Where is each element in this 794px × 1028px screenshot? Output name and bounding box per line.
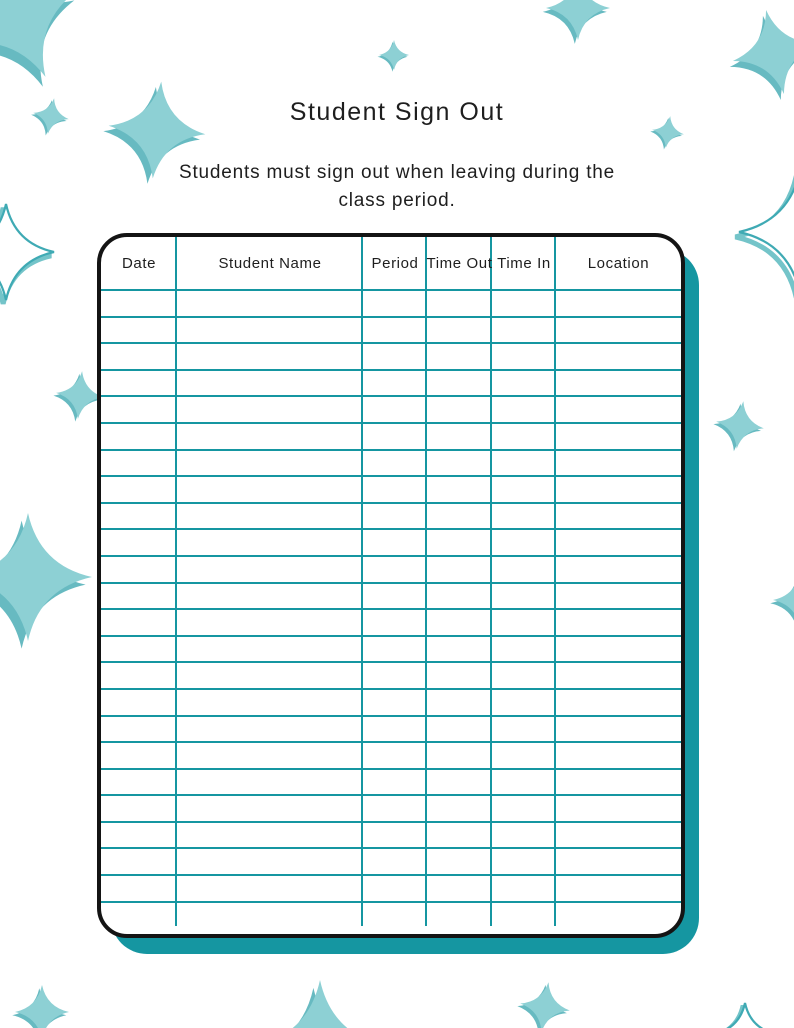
table-row (101, 663, 681, 690)
sign-out-table (97, 233, 685, 938)
table-row (101, 637, 681, 664)
column-header-date: Date (121, 254, 157, 272)
page-subtitle (87, 159, 707, 215)
table-row (101, 796, 681, 823)
sparkle-icon (514, 978, 573, 1028)
subtitle-line-1: Students must sign out when leaving during the (178, 162, 616, 183)
table-body (101, 289, 681, 903)
table-row (101, 291, 681, 318)
sparkle-icon (770, 573, 794, 630)
table-row (101, 504, 681, 531)
table-row (101, 477, 681, 504)
table-row (101, 318, 681, 345)
table-row (101, 743, 681, 770)
sparkle-icon (710, 398, 767, 455)
sparkle-outline-icon (735, 171, 794, 298)
column-header-time-in: Time In (497, 254, 551, 272)
table-row (101, 530, 681, 557)
table-row (101, 397, 681, 424)
sparkle-icon (543, 0, 610, 44)
table-row (101, 344, 681, 371)
sparkle-icon (378, 40, 410, 72)
table-row (101, 717, 681, 744)
sparkle-outline-icon (712, 1003, 776, 1028)
sparkle-icon (0, 513, 92, 649)
sparkle-icon (720, 1, 794, 109)
table-row (101, 849, 681, 876)
table-row (101, 610, 681, 637)
table-row (101, 371, 681, 398)
page-title: Student Sign Out (289, 98, 505, 126)
table-row (101, 557, 681, 584)
table-row (101, 690, 681, 717)
table-row (101, 424, 681, 451)
column-header-location: Location (587, 254, 650, 272)
table-row (101, 451, 681, 478)
table-header-row (101, 237, 681, 289)
sparkle-icon (247, 980, 386, 1028)
table-row (101, 876, 681, 903)
table-row (101, 770, 681, 797)
column-header-student-name: Student Name (218, 254, 322, 272)
table-row (101, 584, 681, 611)
sparkle-icon (12, 985, 69, 1028)
column-header-period: Period (371, 254, 419, 272)
subtitle-line-2: class period. (338, 190, 456, 211)
table-row (101, 823, 681, 850)
sparkle-outline-icon (0, 204, 54, 304)
column-header-time-out: Time Out (426, 254, 493, 272)
